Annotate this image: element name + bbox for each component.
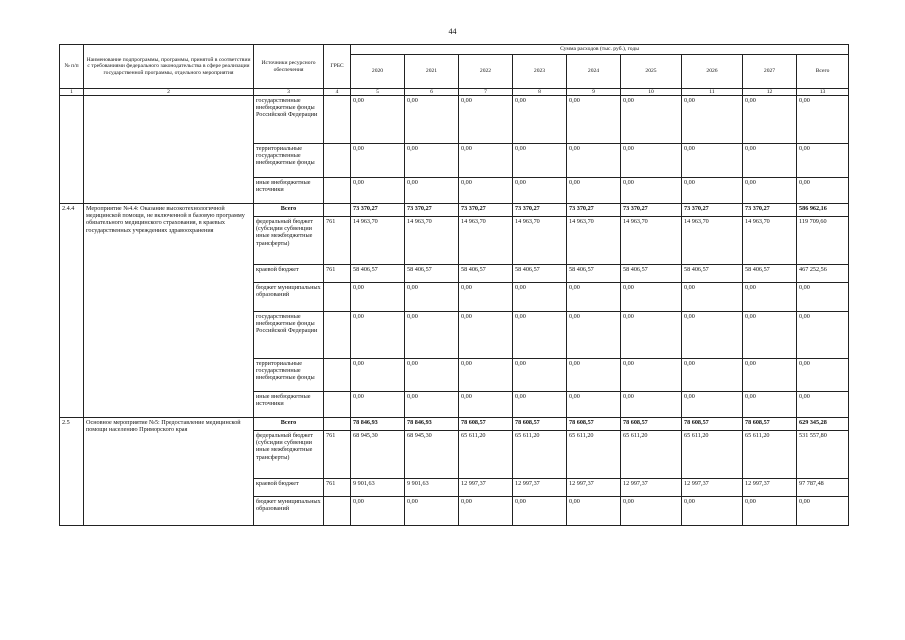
amount-cell: 0,00 bbox=[513, 392, 567, 418]
amount-cell: 78 608,57 bbox=[621, 418, 682, 431]
column-number: 9 bbox=[567, 89, 621, 96]
funding-source: иные внебюджетные источники bbox=[254, 392, 324, 418]
amount-cell: 0,00 bbox=[743, 497, 797, 526]
amount-cell: 12 997,37 bbox=[743, 479, 797, 497]
amount-cell: 58 406,57 bbox=[351, 265, 405, 283]
funding-source: государственные внебюджетные фонды Российской Федерации bbox=[254, 96, 324, 144]
item-number bbox=[60, 96, 84, 204]
funding-source: бюджет муниципальных образований bbox=[254, 283, 324, 312]
amount-cell: 0,00 bbox=[797, 144, 849, 178]
column-number: 1 bbox=[60, 89, 84, 96]
funding-source: территориальные государственные внебюджетные фонды bbox=[254, 144, 324, 178]
amount-cell: 0,00 bbox=[621, 392, 682, 418]
grbs-code bbox=[324, 497, 351, 526]
grbs-code bbox=[324, 312, 351, 359]
amount-cell: 0,00 bbox=[459, 392, 513, 418]
header-year: Всего bbox=[797, 55, 849, 89]
amount-cell: 0,00 bbox=[567, 312, 621, 359]
amount-cell: 14 963,70 bbox=[682, 217, 743, 265]
header-no: № п/п bbox=[60, 45, 84, 89]
amount-cell: 73 370,27 bbox=[621, 204, 682, 217]
amount-cell: 65 611,20 bbox=[682, 431, 743, 479]
grbs-code bbox=[324, 392, 351, 418]
amount-cell: 0,00 bbox=[743, 312, 797, 359]
funding-source: краевой бюджет bbox=[254, 479, 324, 497]
amount-cell: 0,00 bbox=[513, 96, 567, 144]
item-name bbox=[84, 96, 254, 204]
amount-cell: 119 709,60 bbox=[797, 217, 849, 265]
amount-cell: 0,00 bbox=[743, 359, 797, 392]
amount-cell: 14 963,70 bbox=[351, 217, 405, 265]
amount-cell: 0,00 bbox=[797, 497, 849, 526]
amount-cell: 0,00 bbox=[351, 283, 405, 312]
amount-cell: 0,00 bbox=[682, 359, 743, 392]
funding-source: федеральный бюджет (субсидии субвенции иные межбюджетные трансферты) bbox=[254, 431, 324, 479]
amount-cell: 0,00 bbox=[797, 283, 849, 312]
amount-cell: 97 787,48 bbox=[797, 479, 849, 497]
amount-cell: 14 963,70 bbox=[567, 217, 621, 265]
amount-cell: 12 997,37 bbox=[567, 479, 621, 497]
amount-cell: 78 608,57 bbox=[682, 418, 743, 431]
amount-cell: 0,00 bbox=[405, 96, 459, 144]
header-year: 2022 bbox=[459, 55, 513, 89]
grbs-code bbox=[324, 359, 351, 392]
amount-cell: 0,00 bbox=[513, 144, 567, 178]
grbs-code bbox=[324, 178, 351, 204]
amount-cell: 0,00 bbox=[567, 178, 621, 204]
amount-cell: 0,00 bbox=[621, 497, 682, 526]
column-number: 6 bbox=[405, 89, 459, 96]
table-row bbox=[60, 204, 849, 217]
funding-source: Всего bbox=[254, 204, 324, 217]
amount-cell: 14 963,70 bbox=[743, 217, 797, 265]
amount-cell: 0,00 bbox=[682, 283, 743, 312]
amount-cell: 467 252,56 bbox=[797, 265, 849, 283]
amount-cell: 0,00 bbox=[405, 178, 459, 204]
amount-cell: 0,00 bbox=[797, 359, 849, 392]
amount-cell: 0,00 bbox=[743, 178, 797, 204]
amount-cell: 0,00 bbox=[621, 283, 682, 312]
amount-cell: 0,00 bbox=[682, 144, 743, 178]
column-number: 13 bbox=[797, 89, 849, 96]
amount-cell: 78 846,93 bbox=[351, 418, 405, 431]
column-number: 7 bbox=[459, 89, 513, 96]
amount-cell: 0,00 bbox=[621, 359, 682, 392]
amount-cell: 0,00 bbox=[682, 392, 743, 418]
amount-cell: 0,00 bbox=[743, 96, 797, 144]
amount-cell: 0,00 bbox=[682, 312, 743, 359]
amount-cell: 0,00 bbox=[797, 392, 849, 418]
table-row bbox=[60, 96, 849, 144]
amount-cell: 0,00 bbox=[621, 96, 682, 144]
item-number: 2.5 bbox=[60, 418, 84, 526]
item-number: 2.4.4 bbox=[60, 204, 84, 418]
amount-cell: 73 370,27 bbox=[405, 204, 459, 217]
amount-cell: 12 997,37 bbox=[513, 479, 567, 497]
amount-cell: 0,00 bbox=[797, 178, 849, 204]
column-number: 10 bbox=[621, 89, 682, 96]
amount-cell: 78 608,57 bbox=[567, 418, 621, 431]
funding-source: иные внебюджетные источники bbox=[254, 178, 324, 204]
amount-cell: 0,00 bbox=[459, 283, 513, 312]
amount-cell: 73 370,27 bbox=[682, 204, 743, 217]
amount-cell: 73 370,27 bbox=[743, 204, 797, 217]
header-year: 2021 bbox=[405, 55, 459, 89]
grbs-code bbox=[324, 418, 351, 431]
grbs-code: 761 bbox=[324, 265, 351, 283]
amount-cell: 78 846,93 bbox=[405, 418, 459, 431]
amount-cell: 0,00 bbox=[743, 283, 797, 312]
amount-cell: 0,00 bbox=[351, 359, 405, 392]
header-year: 2023 bbox=[513, 55, 567, 89]
amount-cell: 0,00 bbox=[459, 497, 513, 526]
amount-cell: 58 406,57 bbox=[459, 265, 513, 283]
amount-cell: 0,00 bbox=[351, 178, 405, 204]
amount-cell: 73 370,27 bbox=[351, 204, 405, 217]
grbs-code: 761 bbox=[324, 479, 351, 497]
amount-cell: 0,00 bbox=[405, 359, 459, 392]
amount-cell: 58 406,57 bbox=[621, 265, 682, 283]
grbs-code: 761 bbox=[324, 217, 351, 265]
amount-cell: 58 406,57 bbox=[405, 265, 459, 283]
column-number: 11 bbox=[682, 89, 743, 96]
grbs-code bbox=[324, 96, 351, 144]
amount-cell: 73 370,27 bbox=[567, 204, 621, 217]
amount-cell: 73 370,27 bbox=[459, 204, 513, 217]
amount-cell: 65 611,20 bbox=[743, 431, 797, 479]
amount-cell: 65 611,20 bbox=[621, 431, 682, 479]
amount-cell: 0,00 bbox=[567, 497, 621, 526]
grbs-code bbox=[324, 144, 351, 178]
amount-cell: 9 901,63 bbox=[351, 479, 405, 497]
grbs-code bbox=[324, 204, 351, 217]
amount-cell: 73 370,27 bbox=[513, 204, 567, 217]
amount-cell: 14 963,70 bbox=[621, 217, 682, 265]
amount-cell: 0,00 bbox=[405, 144, 459, 178]
amount-cell: 0,00 bbox=[621, 178, 682, 204]
amount-cell: 9 901,63 bbox=[405, 479, 459, 497]
amount-cell: 12 997,37 bbox=[459, 479, 513, 497]
amount-cell: 65 611,20 bbox=[513, 431, 567, 479]
expenditure-table bbox=[59, 44, 849, 526]
column-number: 2 bbox=[84, 89, 254, 96]
amount-cell: 0,00 bbox=[621, 312, 682, 359]
amount-cell: 0,00 bbox=[405, 392, 459, 418]
amount-cell: 0,00 bbox=[459, 359, 513, 392]
header-sum: Сумма расходов (тыс. руб.), годы bbox=[351, 45, 849, 55]
amount-cell: 0,00 bbox=[621, 144, 682, 178]
amount-cell: 586 962,16 bbox=[797, 204, 849, 217]
amount-cell: 0,00 bbox=[513, 359, 567, 392]
amount-cell: 68 945,30 bbox=[405, 431, 459, 479]
funding-source: Всего bbox=[254, 418, 324, 431]
funding-source: государственные внебюджетные фонды Российской Федерации bbox=[254, 312, 324, 359]
funding-source: бюджет муниципальных образований bbox=[254, 497, 324, 526]
amount-cell: 0,00 bbox=[351, 144, 405, 178]
amount-cell: 58 406,57 bbox=[513, 265, 567, 283]
item-name: Мероприятие №4.4: Оказание высокотехнологичной медицинской помощи, не включенной в базовую программу обязательного медицинского страхования, в краевых государственных учреждениях здравоохранения bbox=[84, 204, 254, 418]
amount-cell: 0,00 bbox=[567, 392, 621, 418]
amount-cell: 0,00 bbox=[459, 144, 513, 178]
amount-cell: 0,00 bbox=[351, 96, 405, 144]
amount-cell: 0,00 bbox=[459, 96, 513, 144]
amount-cell: 14 963,70 bbox=[405, 217, 459, 265]
amount-cell: 531 557,80 bbox=[797, 431, 849, 479]
amount-cell: 0,00 bbox=[351, 392, 405, 418]
column-number: 8 bbox=[513, 89, 567, 96]
amount-cell: 0,00 bbox=[743, 144, 797, 178]
amount-cell: 0,00 bbox=[797, 96, 849, 144]
amount-cell: 0,00 bbox=[513, 283, 567, 312]
column-number: 4 bbox=[324, 89, 351, 96]
amount-cell: 68 945,30 bbox=[351, 431, 405, 479]
amount-cell: 14 963,70 bbox=[459, 217, 513, 265]
funding-source: федеральный бюджет (субсидии субвенции иные межбюджетные трансферты) bbox=[254, 217, 324, 265]
amount-cell: 0,00 bbox=[513, 178, 567, 204]
amount-cell: 0,00 bbox=[405, 283, 459, 312]
column-number: 5 bbox=[351, 89, 405, 96]
amount-cell: 0,00 bbox=[405, 312, 459, 359]
amount-cell: 0,00 bbox=[682, 178, 743, 204]
amount-cell: 0,00 bbox=[405, 497, 459, 526]
amount-cell: 0,00 bbox=[682, 497, 743, 526]
amount-cell: 58 406,57 bbox=[567, 265, 621, 283]
amount-cell: 14 963,70 bbox=[513, 217, 567, 265]
amount-cell: 12 997,37 bbox=[682, 479, 743, 497]
amount-cell: 58 406,57 bbox=[682, 265, 743, 283]
header-source: Источники ресурсного обеспечения bbox=[254, 45, 324, 89]
amount-cell: 0,00 bbox=[743, 392, 797, 418]
amount-cell: 0,00 bbox=[567, 359, 621, 392]
amount-cell: 78 608,57 bbox=[459, 418, 513, 431]
amount-cell: 0,00 bbox=[567, 283, 621, 312]
page-number: 44 bbox=[448, 27, 457, 36]
amount-cell: 0,00 bbox=[351, 312, 405, 359]
header-year: 2024 bbox=[567, 55, 621, 89]
amount-cell: 0,00 bbox=[567, 144, 621, 178]
grbs-code bbox=[324, 283, 351, 312]
header-year: 2020 bbox=[351, 55, 405, 89]
amount-cell: 78 608,57 bbox=[513, 418, 567, 431]
header-year: 2025 bbox=[621, 55, 682, 89]
amount-cell: 65 611,20 bbox=[459, 431, 513, 479]
header-year: 2026 bbox=[682, 55, 743, 89]
header-grbs: ГРБС bbox=[324, 45, 351, 89]
grbs-code: 761 bbox=[324, 431, 351, 479]
amount-cell: 629 345,28 bbox=[797, 418, 849, 431]
header-name: Наименование подпрограммы, программы, принятой в соответствии с требованиями федерального законодательства в сфере реализации государственной программы, отдельного мероприятия bbox=[84, 45, 254, 89]
amount-cell: 12 997,37 bbox=[621, 479, 682, 497]
table-row bbox=[60, 418, 849, 431]
amount-cell: 0,00 bbox=[567, 96, 621, 144]
amount-cell: 0,00 bbox=[797, 312, 849, 359]
amount-cell: 0,00 bbox=[459, 178, 513, 204]
column-number: 12 bbox=[743, 89, 797, 96]
amount-cell: 0,00 bbox=[351, 497, 405, 526]
amount-cell: 58 406,57 bbox=[743, 265, 797, 283]
header-year: 2027 bbox=[743, 55, 797, 89]
amount-cell: 0,00 bbox=[513, 312, 567, 359]
funding-source: краевой бюджет bbox=[254, 265, 324, 283]
amount-cell: 0,00 bbox=[513, 497, 567, 526]
column-number: 3 bbox=[254, 89, 324, 96]
amount-cell: 0,00 bbox=[459, 312, 513, 359]
amount-cell: 78 608,57 bbox=[743, 418, 797, 431]
funding-source: территориальные государственные внебюджетные фонды bbox=[254, 359, 324, 392]
item-name: Основное мероприятие №5: Предоставление медицинской помощи населению Приморского края bbox=[84, 418, 254, 526]
amount-cell: 65 611,20 bbox=[567, 431, 621, 479]
amount-cell: 0,00 bbox=[682, 96, 743, 144]
